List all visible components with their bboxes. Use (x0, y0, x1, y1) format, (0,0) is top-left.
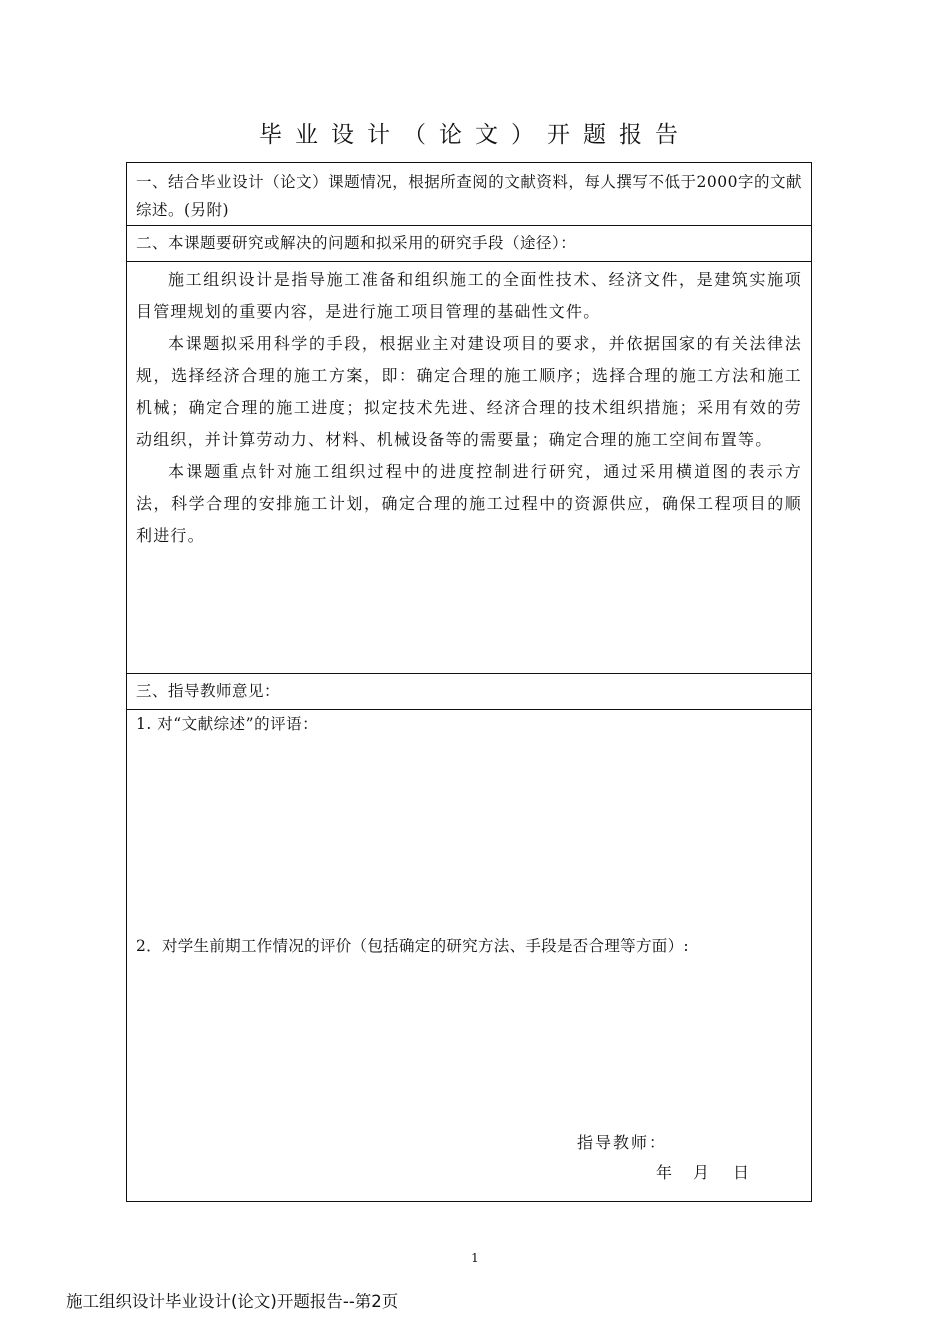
section1-text: 一、结合毕业设计（论文）课题情况，根据所查阅的文献资料，每人撰写不低于2000字的文献综述。(另附) (136, 173, 802, 219)
section3-heading-cell (127, 673, 811, 709)
section2-heading-cell (127, 225, 811, 261)
section2-body-cell (127, 261, 811, 673)
section2-paragraph-1: 施工组织设计是指导施工准备和组织施工的全面性技术、经济文件，是建筑实施项目管理规划的重要内容，是进行施工项目管理的基础性文件。 (136, 270, 802, 321)
item1-label: 1. 对“文献综述”的评语： (136, 715, 319, 733)
date-month: 月 (693, 1163, 710, 1182)
date-day: 日 (733, 1163, 750, 1182)
document-title: 毕业设计（论文）开题报告 (259, 122, 691, 148)
report-form-table (126, 162, 812, 1202)
footer-caption: 施工组织设计毕业设计(论文)开题报告--第2页 (66, 1292, 399, 1311)
date-year: 年 (656, 1163, 673, 1182)
section2-paragraph-3: 本课题重点针对施工组织过程中的进度控制进行研究，通过采用横道图的表示方法，科学合理的安排施工计划，确定合理的施工过程中的资源供应，确保工程项目的顺利进行。 (136, 462, 802, 545)
section3-body-cell (127, 709, 811, 1201)
section1-cell (127, 168, 811, 224)
advisor-signature-label: 指导教师： (577, 1133, 668, 1152)
item2-label: 2．对学生前期工作情况的评价（包括确定的研究方法、手段是否合理等方面）: (136, 937, 689, 955)
page-number: 1 (471, 1251, 479, 1265)
section2-heading: 二、本课题要研究或解决的问题和拟采用的研究手段（途径）： (136, 234, 577, 252)
section2-body (127, 264, 811, 552)
section3-heading: 三、指导教师意见： (136, 682, 281, 700)
section2-paragraph-2: 本课题拟采用科学的手段，根据业主对建设项目的要求，并依据国家的有关法律法规，选择经济合理的施工方案，即：确定合理的施工顺序；选择合理的施工方法和施工机械；确定合理的施工进度；拟定技术先进、经济合理的技术组织措施；采用有效的劳动组织，并计算劳动力、材料、机械设备等的需要量；确定合理的施工空间布置等。 (136, 334, 802, 449)
